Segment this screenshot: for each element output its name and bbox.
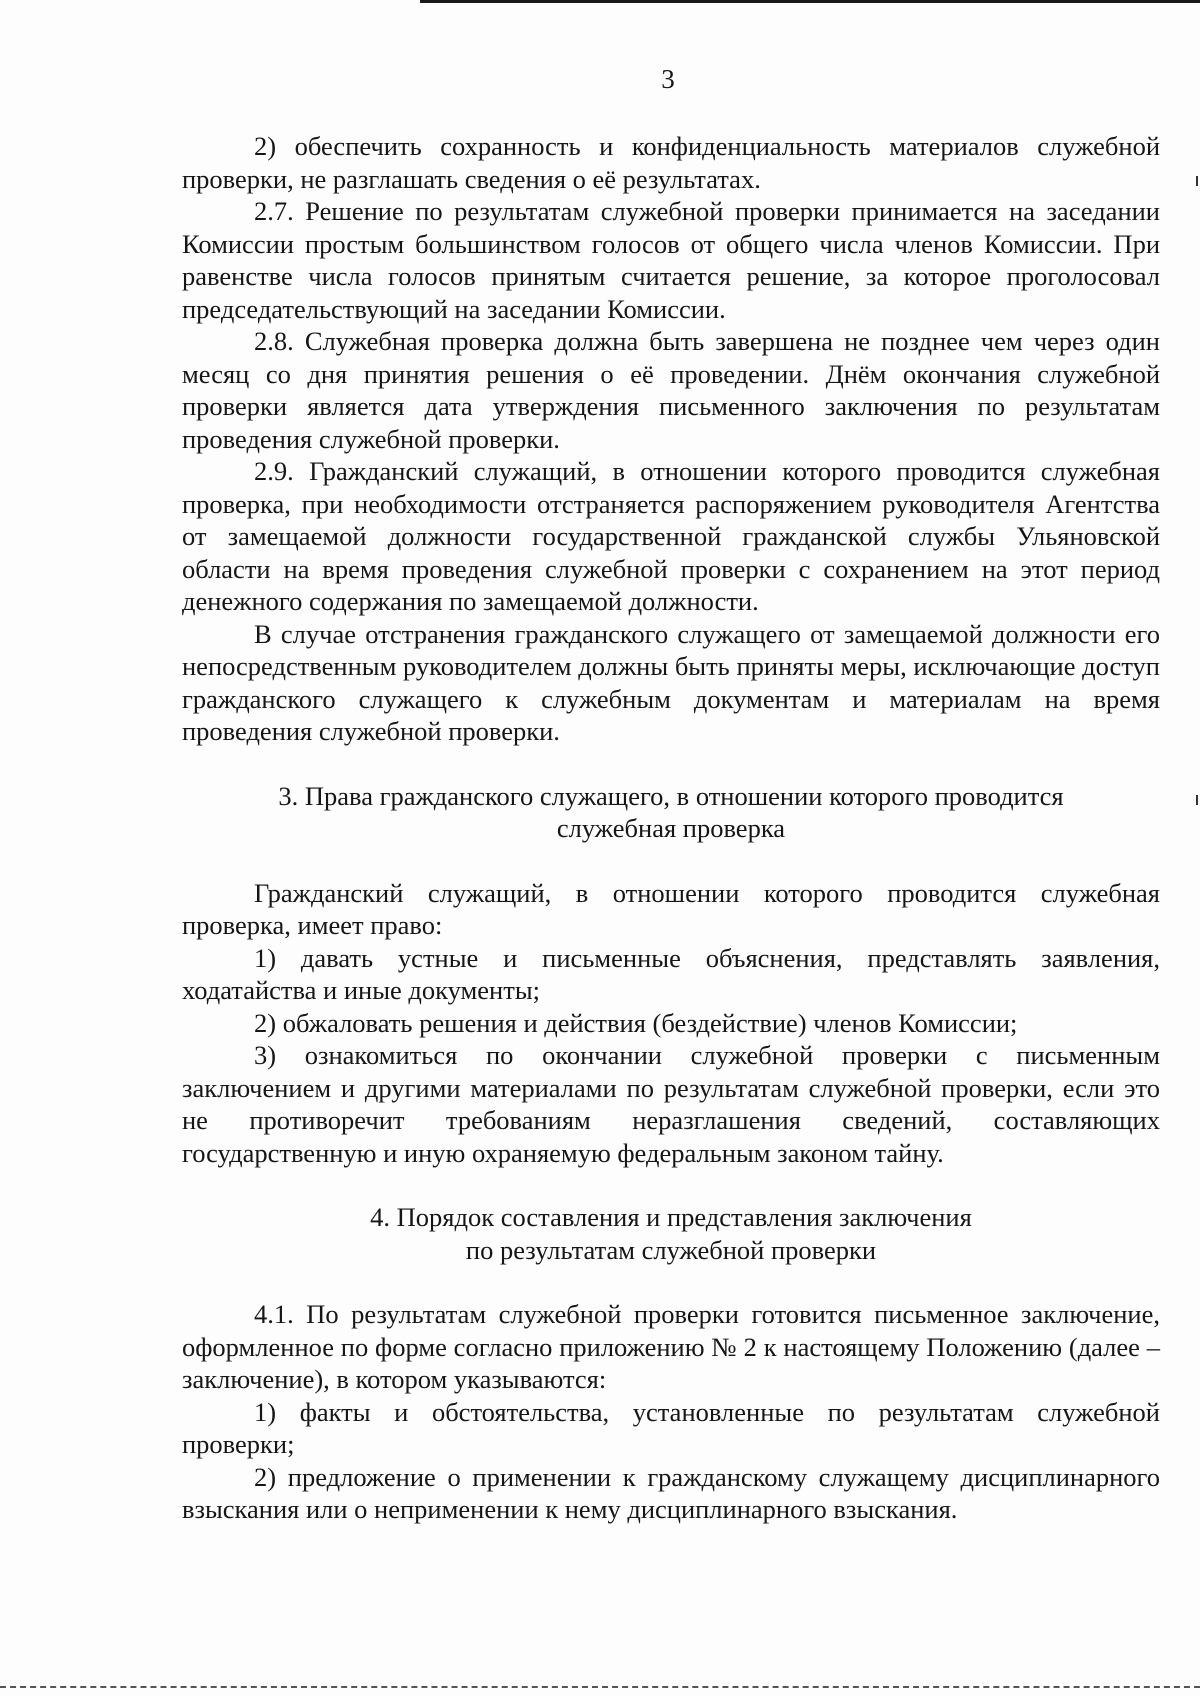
section-heading-line: 3. Права гражданского служащего, в отношении которого проводится — [278, 780, 1064, 811]
paragraph: 2.8. Служебная проверка должна быть завершена не позднее чем через один месяц со дня принятия решения о её проведении. Днём окончания служебной проверки является дата утверждения письменного заключения по результатам проведения служебной проверки. — [182, 326, 1160, 454]
paragraph: В случае отстранения гражданского служащего от замещаемой должности его непосредственным руководителем должны быть приняты меры, исключающие доступ гражданского служащего к служебным документам и материалам на время проведения служебной проверки. — [182, 618, 1160, 746]
section-heading-line: служебная проверка — [556, 813, 786, 843]
section-heading — [182, 780, 1160, 845]
bottom-border-line — [0, 1686, 1200, 1688]
scan-edge-mark — [1196, 176, 1198, 186]
section-heading-line: 4. Порядок составления и представления заключения — [370, 1202, 972, 1232]
paragraph: 2.7. Решение по результатам служебной проверки принимается на заседании Комиссии простым большинством голосов от общего числа членов Комиссии. При равенстве числа голосов принятым считается решение, за которое проголосовал председательствующий на заседании Комиссии. — [182, 196, 1160, 324]
page-number: 3 — [661, 64, 675, 94]
paragraph: 4.1. По результатам служебной проверки готовится письменное заключение, оформленное по форме согласно приложению № 2 к настоящему Положению (далее – заключение), в котором указываются: — [182, 1299, 1160, 1394]
paragraph: 2) предложение о применении к гражданскому служащему дисциплинарного взыскания или о неприменении к нему дисциплинарного взыскания. — [182, 1461, 1160, 1524]
scan-edge-mark — [1196, 795, 1198, 805]
paragraph: Гражданский служащий, в отношении которого проводится служебная проверка, имеет право: — [182, 877, 1160, 940]
paragraph: 1) давать устные и письменные объяснения, представлять заявления, ходатайства и иные документы; — [182, 942, 1160, 1005]
section-heading — [182, 1201, 1160, 1266]
paragraph: 2) обеспечить сохранность и конфиденциальность материалов служебной проверки, не разглашать сведения о её результатах. — [182, 131, 1160, 194]
paragraph: 2.9. Гражданский служащий, в отношении которого проводится служебная проверка, при необходимости отстраняется распоряжением руководителя Агентства от замещаемой должности государственной гражданской службы Ульяновской области на время проведения служебной проверки с сохранением на этот период денежного содержания по замещаемой должности. — [182, 456, 1160, 616]
section-heading-line: по результатам служебной проверки — [465, 1234, 877, 1265]
paragraph: 2) обжаловать решения и действия (бездействие) членов Комиссии; — [254, 1007, 1018, 1038]
paragraph: 1) факты и обстоятельства, установленные по результатам служебной проверки; — [182, 1396, 1160, 1459]
paragraph: 3) ознакомиться по окончании служебной проверки с письменным заключением и другими материалами по результатам служебной проверки, если это не противоречит требованиям неразглашения сведений, составляющих государственную и иную охраняемую федеральным законом тайну. — [182, 1040, 1160, 1168]
document-body — [182, 130, 1160, 1526]
top-border-line — [420, 0, 1200, 3]
